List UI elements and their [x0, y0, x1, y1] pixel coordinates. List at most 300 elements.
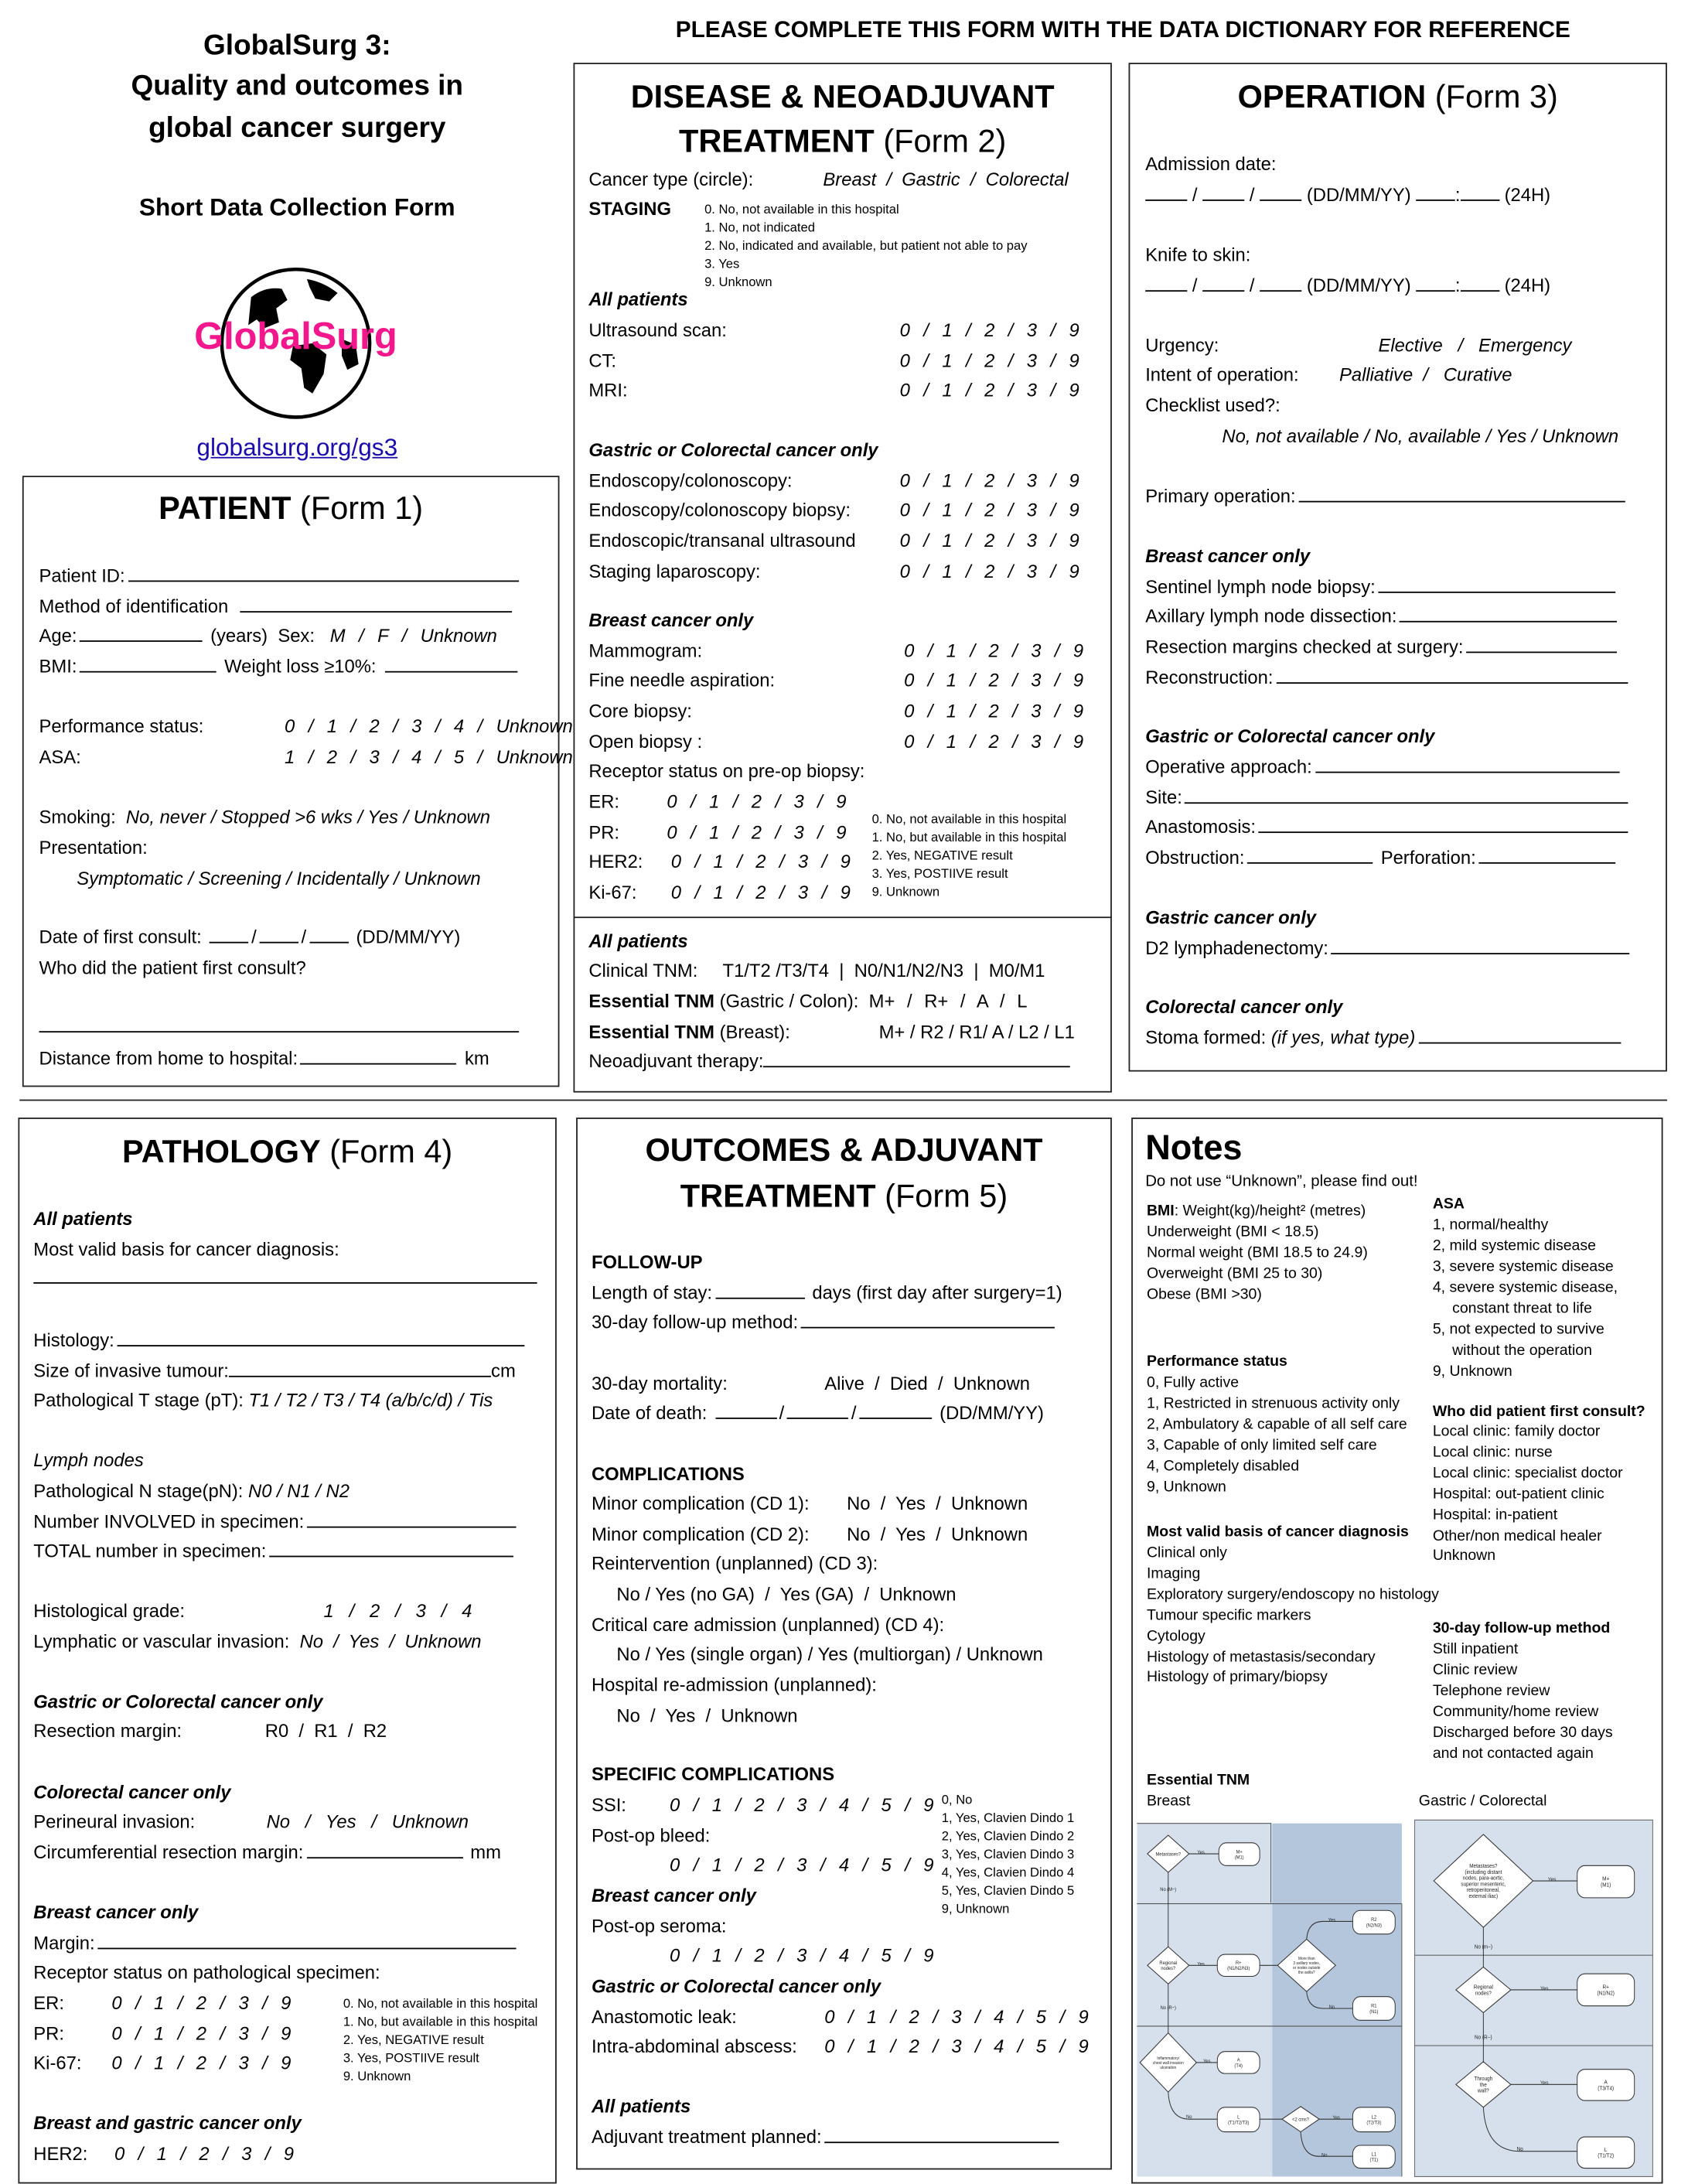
asa-item: 1, normal/healthy: [1432, 1217, 1549, 1234]
crm-field[interactable]: [306, 1841, 462, 1858]
ssi-options[interactable]: 0 / 1 / 2 / 3 / 4 / 5 / 9: [669, 1794, 934, 1816]
flow-outcome-label: (T1): [1369, 2157, 1379, 2163]
er-label: ER:: [588, 790, 620, 813]
flow-outcome-label: L: [1237, 2114, 1240, 2121]
adjuvant-row: Adjuvant treatment planned:: [592, 2125, 1062, 2150]
gc-flow-label: Gastric / Colorectal: [1418, 1793, 1547, 1810]
receptor-legend-0: 0. No, not available in this hospital: [871, 812, 1067, 827]
flow-outcome-label: R1: [1371, 2003, 1377, 2009]
basis-item: Tumour specific markers: [1146, 1606, 1311, 1624]
admission-minute-field[interactable]: [1460, 183, 1499, 200]
distance-field[interactable]: [301, 1046, 457, 1064]
age-sex-row: Age: (years) Sex: M / F / Unknown: [39, 625, 497, 647]
essential-tnm-gc-row: Essential TNM (Gastric / Colon): M+ / R+ / A / L: [588, 990, 1028, 1012]
death-day-field[interactable]: [715, 1401, 776, 1418]
checklist-label: Checklist used?:: [1145, 394, 1280, 416]
bg-heading-path: Breast and gastric cancer only: [33, 2112, 302, 2134]
urgency-options[interactable]: Elective / Emergency: [1378, 334, 1572, 357]
stoma-field[interactable]: [1418, 1025, 1621, 1043]
pr-options-path[interactable]: 0 / 1 / 2 / 3 / 9: [111, 2022, 292, 2045]
her2-options-path[interactable]: 0 / 1 / 2 / 3 / 9: [114, 2143, 295, 2165]
perineural-label: Perineural invasion:: [33, 1810, 196, 1832]
receptor-legend-path-4: 9. Unknown: [343, 2069, 411, 2083]
total-field[interactable]: [269, 1539, 513, 1557]
clinical-tnm-label: Clinical TNM:: [588, 960, 698, 981]
ssi-label: SSI:: [591, 1794, 626, 1816]
involved-field[interactable]: [307, 1510, 517, 1527]
smoking-options[interactable]: No, never / Stopped >6 wks / Yes / Unknown: [125, 806, 490, 828]
cd1-options[interactable]: No / Yes / Unknown: [847, 1493, 1028, 1514]
cd4-label: Critical care admission (unplanned) (CD 4):: [591, 1614, 945, 1636]
endoscopic-ultrasound-options[interactable]: 0 / 1 / 2 / 3 / 9: [899, 530, 1079, 551]
all-patients-heading-out: All patients: [591, 2095, 691, 2117]
pn-options[interactable]: N0 / N1 / N2: [248, 1480, 350, 1502]
clinical-tnm-options[interactable]: T1/T2 /T3/T4 | N0/N1/N2/N3 | M0/M1: [722, 960, 1045, 981]
followup-method-heading: 30-day follow-up method: [1432, 1619, 1611, 1637]
asa-item: 9, Unknown: [1432, 1363, 1512, 1380]
alnd-row: Axillary lymph node dissection:: [1145, 604, 1620, 629]
perf-item: 2, Ambulatory & capable of all self care: [1146, 1415, 1407, 1433]
death-year-field[interactable]: [859, 1401, 932, 1418]
bmi-item: Normal weight (BMI 18.5 to 24.9): [1146, 1244, 1368, 1261]
performance-heading: Performance status: [1146, 1353, 1287, 1370]
outcomes-form-title-1: OUTCOMES & ADJUVANT: [645, 1131, 1043, 1169]
margins-checked-field[interactable]: [1466, 635, 1617, 653]
pt-row: Pathological T stage (pT): T1 / T2 / T3 / T4 (a/b/c/d) / Tis: [33, 1389, 493, 1411]
flow-outcome-label: (N2/N3): [1366, 1923, 1382, 1929]
flow-branch-label: Yes: [1540, 1986, 1549, 1992]
perf-item: 1, Restricted in strenuous activity only: [1146, 1394, 1400, 1412]
primary-op-field[interactable]: [1298, 484, 1625, 502]
knife-minute-field[interactable]: [1460, 274, 1499, 292]
consult-item: Local clinic: specialist doctor: [1432, 1464, 1623, 1482]
staging-legend-0: 0. No, not available in this hospital: [704, 202, 899, 217]
receptor-legend-1: 1. No, but available in this hospital: [871, 830, 1067, 845]
cd4-options[interactable]: No / Yes (single organ) / Yes (multiorgan) / Unknown: [616, 1643, 1043, 1665]
instruction-banner: PLEASE COMPLETE THIS FORM WITH THE DATA DICTIONARY FOR REFERENCE: [675, 17, 1570, 43]
anastomosis-row: Anastomosis:: [1145, 815, 1631, 840]
checklist-options[interactable]: No, not available / No, available / Yes / Unknown: [1222, 425, 1619, 447]
basis-item: Histology of primary/biopsy: [1146, 1669, 1328, 1687]
histology-field[interactable]: [117, 1329, 524, 1346]
receptor-legend-path-2: 2. Yes, NEGATIVE result: [343, 2032, 484, 2047]
bmi-item: Obese (BMI >30): [1146, 1286, 1262, 1304]
obstruction-field[interactable]: [1247, 845, 1373, 863]
flow-outcome-label: M+: [1602, 1876, 1610, 1882]
basis-item: Exploratory surgery/endoscopy no histology: [1146, 1585, 1439, 1603]
distance-row: Distance from home to hospital: km: [39, 1047, 489, 1069]
flow-decision-label: the: [1479, 2082, 1487, 2088]
asa-item: 3, severe systemic disease: [1432, 1258, 1614, 1275]
admission-date-row: / / (DD/MM/YY) : (24H): [1145, 183, 1550, 207]
approach-row: Operative approach:: [1145, 755, 1622, 780]
crm-row: Circumferential resection margin: mm: [33, 1841, 501, 1863]
knife-hour-field[interactable]: [1416, 274, 1455, 292]
reconstruction-field[interactable]: [1276, 666, 1628, 684]
primary-op-row: Primary operation:: [1145, 484, 1628, 509]
followup-item: Telephone review: [1432, 1682, 1550, 1700]
identification-field[interactable]: [240, 595, 512, 613]
endoscopy-label: Endoscopy/colonoscopy:: [588, 469, 793, 492]
consult-item: Hospital: out-patient clinic: [1432, 1485, 1604, 1503]
flow-decision-label: Regional: [1159, 1960, 1178, 1967]
pt-options[interactable]: T1 / T2 / T3 / T4 (a/b/c/d) / Tis: [248, 1389, 493, 1411]
er-options-path[interactable]: 0 / 1 / 2 / 3 / 9: [111, 1992, 292, 2014]
cd2-options[interactable]: No / Yes / Unknown: [847, 1524, 1028, 1545]
consult-item: Other/non medical healer: [1432, 1527, 1602, 1544]
pr-label: PR:: [588, 821, 620, 843]
margins-checked-row: Resection margins checked at surgery:: [1145, 635, 1619, 660]
who-consult-field[interactable]: [39, 1015, 520, 1032]
reconstruction-row: Reconstruction:: [1145, 666, 1630, 691]
admission-day-field[interactable]: [1145, 183, 1187, 200]
endoscopy-biopsy-options[interactable]: 0 / 1 / 2 / 3 / 9: [899, 499, 1079, 520]
basis-item: Cytology: [1146, 1627, 1205, 1645]
flow-branch-label: No (M−): [1160, 1886, 1177, 1893]
mortality-label: 30-day mortality:: [591, 1373, 728, 1394]
presentation-options[interactable]: Symptomatic / Screening / Incidentally / Unknown: [77, 868, 481, 889]
knife-label: Knife to skin:: [1145, 244, 1251, 265]
all-patients-heading-2: All patients: [588, 930, 688, 952]
flow-outcome-label: (T1/T2): [1598, 2153, 1615, 2159]
cd-legend-3: 3, Yes, Clavien Dindo 3: [941, 1847, 1075, 1862]
essential-tnm-breast-options[interactable]: M+ / R2 / R1/ A / L2 / L1: [878, 1021, 1075, 1043]
open-biopsy-label: Open biopsy :: [588, 731, 703, 752]
cd3-label: Reintervention (unplanned) (CD 3):: [591, 1552, 878, 1575]
ct-options[interactable]: 0 / 1 / 2 / 3 / 9: [899, 350, 1079, 371]
gc-heading-path: Gastric or Colorectal cancer only: [33, 1691, 323, 1712]
essential-tnm-gc-options[interactable]: M+ / R+ / A / L: [868, 990, 1028, 1012]
flow-decision-label: Regional: [1473, 1984, 1493, 1991]
flow-branch-label: Yes: [1332, 2114, 1340, 2121]
admission-hour-field[interactable]: [1416, 183, 1455, 200]
stoma-row: Stoma formed: (if yes, what type): [1145, 1025, 1623, 1050]
perf-item: 3, Capable of only limited self care: [1146, 1436, 1377, 1454]
flow-outcome-label: L2: [1371, 2114, 1377, 2121]
flow-decision-label: or nodes outside: [1293, 1965, 1321, 1971]
involved-row: Number INVOLVED in specimen:: [33, 1510, 519, 1534]
receptor-label-path: Receptor status on pathological specimen:: [33, 1961, 380, 1983]
cd2-label: Minor complication (CD 2):: [591, 1524, 810, 1545]
lvi-row: Lymphatic or vascular invasion: No / Yes / Unknown: [33, 1631, 482, 1653]
performance-options[interactable]: 0 / 1 / 2 / 3 / 4 / Unknown: [285, 715, 573, 737]
weight-loss-field[interactable]: [384, 654, 517, 672]
flow-branch-label: Yes: [1197, 1849, 1205, 1856]
flow-outcome-label: (T4): [1234, 2063, 1243, 2069]
flow-branch-label: Yes: [1197, 1961, 1205, 1967]
flow-branch-label: Yes: [1203, 2058, 1211, 2065]
ki67-options-path[interactable]: 0 / 1 / 2 / 3 / 9: [111, 2052, 292, 2073]
basis-item: Histology of metastasis/secondary: [1146, 1648, 1376, 1666]
mri-label: MRI:: [588, 379, 628, 401]
consult-item: Hospital: in-patient: [1432, 1506, 1558, 1524]
pr-options[interactable]: 0 / 1 / 2 / 3 / 9: [667, 821, 847, 843]
followup-method-field[interactable]: [801, 1310, 1055, 1328]
ki67-label: Ki-67:: [588, 882, 637, 903]
site-field[interactable]: [1185, 786, 1628, 804]
bleed-options[interactable]: 0 / 1 / 2 / 3 / 4 / 5 / 9: [669, 1854, 934, 1875]
sex-options[interactable]: M / F / Unknown: [329, 625, 497, 647]
basis-heading: Most valid basis of cancer diagnosis: [1146, 1524, 1409, 1541]
followup-item: Community/home review: [1432, 1703, 1599, 1720]
knife-day-field[interactable]: [1145, 274, 1187, 292]
leak-options[interactable]: 0 / 1 / 2 / 3 / 4 / 5 / 9: [824, 2006, 1089, 2028]
her2-options[interactable]: 0 / 1 / 2 / 3 / 9: [670, 851, 851, 872]
flow-decision-label: Metastases?: [1469, 1863, 1498, 1870]
first-consult-row: Date of first consult: / / (DD/MM/YY): [39, 926, 461, 948]
subtitle: Short Data Collection Form: [138, 193, 455, 221]
size-field[interactable]: [229, 1359, 491, 1377]
complications-heading: COMPLICATIONS: [591, 1463, 745, 1485]
flow-decision-label: wall?: [1478, 2088, 1489, 2094]
followup-item: Discharged before 30 days: [1432, 1724, 1613, 1741]
flow-decision-label: Inflammatory/: [1157, 2056, 1180, 2061]
open-biopsy-options[interactable]: 0 / 1 / 2 / 3 / 9: [904, 731, 1084, 752]
death-date-row: Date of death: / / (DD/MM/YY): [591, 1402, 1044, 1424]
admission-month-field[interactable]: [1202, 183, 1244, 200]
flow-decision-label: chest wall invasion: [1152, 2060, 1184, 2066]
cd-legend-4: 4, Yes, Clavien Dindo 4: [941, 1865, 1075, 1880]
neoadjuvant-row: Neoadjuvant therapy:: [588, 1049, 1070, 1074]
los-row: Length of stay: days (first day after surgery=1): [591, 1281, 1062, 1304]
flow-outcome-label: R+: [1235, 1960, 1242, 1967]
grade-options[interactable]: 1 / 2 / 3 / 4: [323, 1600, 472, 1622]
knife-year-field[interactable]: [1260, 274, 1301, 292]
ultrasound-options[interactable]: 0 / 1 / 2 / 3 / 9: [899, 319, 1079, 341]
readmit-label: Hospital re-admission (unplanned):: [591, 1674, 877, 1696]
flow-branch-label: No: [1186, 2114, 1192, 2121]
pathology-form-title: PATHOLOGY (Form 4): [122, 1132, 453, 1169]
basis-field[interactable]: [33, 1265, 537, 1283]
ct-label: CT:: [588, 350, 617, 371]
colorectal-heading-op: Colorectal cancer only: [1145, 996, 1343, 1018]
seroma-options[interactable]: 0 / 1 / 2 / 3 / 4 / 5 / 9: [669, 1944, 934, 1967]
presentation-label: Presentation:: [39, 837, 148, 858]
breast-flow-label: Breast: [1146, 1793, 1191, 1810]
perf-item: 4, Completely disabled: [1146, 1457, 1300, 1475]
consult-item: Unknown: [1432, 1548, 1496, 1565]
adjuvant-field[interactable]: [824, 2125, 1059, 2143]
gc-heading-op: Gastric or Colorectal cancer only: [1145, 725, 1435, 747]
essential-tnm-breast-row: Essential TNM (Breast):: [588, 1021, 790, 1043]
gc-heading-out: Gastric or Colorectal cancer only: [591, 1975, 882, 1997]
perforation-field[interactable]: [1478, 845, 1615, 863]
slnb-field[interactable]: [1378, 575, 1615, 592]
readmit-options[interactable]: No / Yes / Unknown: [616, 1705, 798, 1726]
cd-legend-2: 2, Yes, Clavien Dindo 2: [941, 1829, 1075, 1844]
los-field[interactable]: [715, 1281, 804, 1298]
site-row: Site:: [1145, 786, 1632, 810]
flow-outcome-label: (T2/T3): [1366, 2120, 1382, 2126]
fna-label: Fine needle aspiration:: [588, 669, 776, 691]
flow-outcome-label: R+: [1602, 1984, 1609, 1991]
perineural-options[interactable]: No / Yes / Unknown: [266, 1810, 469, 1832]
flow-outcome-label: (N1/N2/N3): [1227, 1965, 1250, 1972]
ki67-label-path: Ki-67:: [33, 2052, 82, 2073]
followup-item: Clinic review: [1432, 1661, 1518, 1679]
receptor-legend-path-1: 1. No, but available in this hospital: [343, 2015, 538, 2029]
abscess-options[interactable]: 0 / 1 / 2 / 3 / 4 / 5 / 9: [824, 2036, 1089, 2057]
anastomosis-field[interactable]: [1259, 815, 1628, 833]
endoscopy-biopsy-label: Endoscopy/colonoscopy biopsy:: [588, 499, 851, 520]
perf-item: 9, Unknown: [1146, 1478, 1226, 1496]
flow-branch-label: No: [1321, 2152, 1328, 2158]
her2-label: HER2:: [588, 851, 643, 872]
obstruction-row: Obstruction: Perforation:: [1145, 845, 1618, 870]
perf-item: 0, Fully active: [1146, 1374, 1240, 1391]
title-line-1: GlobalSurg 3:: [203, 29, 391, 62]
consult-year-field[interactable]: [309, 925, 349, 943]
flow-decision-label: More than: [1298, 1956, 1315, 1962]
bmi-formula: BMI: Weight(kg)/height² (metres): [1146, 1203, 1366, 1220]
staging-laparoscopy-options[interactable]: 0 / 1 / 2 / 3 / 9: [899, 561, 1079, 582]
flow-branch-label: Yes: [1328, 1917, 1336, 1923]
specific-heading: SPECIFIC COMPLICATIONS: [591, 1763, 835, 1785]
colorectal-heading-path: Colorectal cancer only: [33, 1781, 231, 1803]
asa-item: without the operation: [1452, 1342, 1592, 1360]
website-link[interactable]: globalsurg.org/gs3: [196, 433, 398, 462]
endoscopic-ultrasound-label: Endoscopic/transanal ultrasound: [588, 530, 856, 551]
d2-row: D2 lymphadenectomy:: [1145, 937, 1632, 961]
flow-branch-label: No: [1328, 2004, 1335, 2011]
basis-label: Most valid basis for cancer diagnosis:: [33, 1239, 339, 1261]
flow-outcome-label: (M1): [1601, 1882, 1611, 1889]
who-consult-row: [39, 1015, 520, 1039]
breast-heading-out: Breast cancer only: [591, 1885, 756, 1906]
receptor-legend-path-3: 3. Yes, POSTIIVE result: [343, 2051, 479, 2066]
flow-branch-label: Yes: [1547, 1877, 1557, 1883]
receptor-legend-path-0: 0. No, not available in this hospital: [343, 1996, 538, 2011]
consult-heading: Who did patient first consult?: [1432, 1403, 1645, 1421]
disease-form-title-1: DISEASE & NEOADJUVANT: [630, 78, 1055, 114]
identification-row: Method of identification: [39, 595, 515, 619]
admission-year-field[interactable]: [1260, 183, 1301, 200]
flow-branch-label: Yes: [1540, 2080, 1549, 2087]
approach-field[interactable]: [1315, 755, 1618, 773]
breast-tnm-flowchart: [1137, 1817, 1404, 2176]
breast-heading-op: Breast cancer only: [1145, 545, 1311, 567]
divider: [573, 916, 1111, 918]
urgency-label: Urgency:: [1145, 334, 1219, 357]
staging-legend-3: 3. Yes: [704, 256, 740, 271]
her2-label-path: HER2:: [33, 2143, 88, 2165]
flow-outcome-label: R2: [1371, 1916, 1377, 1923]
cancer-type-options[interactable]: Breast / Gastric / Colorectal: [823, 169, 1069, 190]
asa-options[interactable]: 1 / 2 / 3 / 4 / 5 / Unknown: [285, 746, 573, 768]
flow-outcome-label: L: [1604, 2147, 1608, 2153]
flow-decision-label: superior mesenteric,: [1461, 1882, 1506, 1888]
mammogram-options[interactable]: 0 / 1 / 2 / 3 / 9: [904, 640, 1084, 662]
receptor-legend-3: 3. Yes, POSTIIVE result: [871, 866, 1008, 881]
asa-item: 4, severe systemic disease,: [1432, 1279, 1618, 1297]
receptor-label: Receptor status on pre-op biopsy:: [588, 760, 865, 782]
knife-month-field[interactable]: [1202, 274, 1244, 292]
lymph-heading: Lymph nodes: [33, 1449, 144, 1471]
alnd-field[interactable]: [1400, 604, 1617, 622]
intent-options[interactable]: Palliative / Curative: [1338, 363, 1512, 385]
flow-branch-label: No (R−): [1160, 2005, 1176, 2012]
disease-form-title-2: TREATMENT (Form 2): [678, 122, 1007, 159]
flow-outcome-label: (M1): [1234, 1855, 1244, 1861]
asa-heading: ASA: [1432, 1196, 1465, 1213]
notes-title: Notes: [1145, 1128, 1243, 1169]
grade-label: Histological grade:: [33, 1600, 186, 1622]
lvi-options[interactable]: No / Yes / Unknown: [299, 1631, 482, 1653]
basis-item: Clinical only: [1146, 1544, 1227, 1561]
ki67-options[interactable]: 0 / 1 / 2 / 3 / 9: [670, 882, 851, 903]
knife-date-row: / / (DD/MM/YY) : (24H): [1145, 274, 1550, 299]
ultrasound-label: Ultrasound scan:: [588, 319, 727, 341]
flow-outcome-label: L1: [1371, 2152, 1377, 2158]
flow-decision-label: external iliac): [1468, 1893, 1499, 1900]
mri-options[interactable]: 0 / 1 / 2 / 3 / 9: [899, 379, 1079, 401]
core-biopsy-label: Core biopsy:: [588, 700, 692, 722]
consult-item: Local clinic: family doctor: [1432, 1423, 1601, 1440]
admission-label: Admission date:: [1145, 153, 1277, 175]
receptor-legend-4: 9. Unknown: [871, 884, 940, 899]
bmi-row: BMI: Weight loss ≥10%:: [39, 654, 520, 679]
patient-id-field[interactable]: [128, 564, 518, 582]
bmi-field[interactable]: [80, 654, 217, 672]
cd-legend-5: 5, Yes, Clavien Dindo 5: [941, 1883, 1075, 1898]
neoadjuvant-field[interactable]: [764, 1049, 1071, 1067]
flow-outcome-label: (N1): [1369, 2008, 1379, 2015]
staging-legend-2: 2. No, indicated and available, but patient not able to pay: [704, 238, 1028, 253]
globe-logo: [194, 262, 397, 424]
seroma-label: Post-op seroma:: [591, 1916, 727, 1937]
fna-options[interactable]: 0 / 1 / 2 / 3 / 9: [904, 669, 1084, 691]
margin-field[interactable]: [97, 1931, 516, 1949]
gastric-heading-op: Gastric cancer only: [1145, 906, 1317, 928]
cd3-options[interactable]: No / Yes (no GA) / Yes (GA) / Unknown: [616, 1583, 957, 1605]
flow-decision-label: nodes?: [1475, 1991, 1492, 1997]
pn-row: Pathological N stage(pN): N0 / N1 / N2: [33, 1480, 350, 1502]
consult-month-field[interactable]: [259, 925, 298, 943]
performance-label: Performance status:: [39, 715, 204, 737]
mortality-options[interactable]: Alive / Died / Unknown: [824, 1373, 1031, 1394]
consult-item: Local clinic: nurse: [1432, 1444, 1553, 1461]
death-month-field[interactable]: [787, 1401, 848, 1418]
flow-outcome-label: (T1/T2/T3): [1228, 2120, 1250, 2126]
flow-decision-label: Metastases?: [1155, 1851, 1182, 1858]
core-biopsy-options[interactable]: 0 / 1 / 2 / 3 / 9: [904, 700, 1084, 722]
flow-decision-label: nodes?: [1161, 1965, 1176, 1972]
flow-outcome-label: M+: [1236, 1848, 1243, 1855]
intent-label: Intent of operation:: [1145, 363, 1299, 385]
bmi-item: Overweight (BMI 25 to 30): [1146, 1265, 1323, 1282]
resection-options[interactable]: R0 / R1 / R2: [264, 1720, 387, 1742]
flow-decision-label: nodes, para-aortic,: [1462, 1875, 1505, 1882]
pr-label-path: PR:: [33, 2022, 64, 2045]
staging-laparoscopy-label: Staging laparoscopy:: [588, 561, 761, 582]
patient-id-row: Patient ID:: [39, 564, 521, 589]
flow-decision-label: Through: [1474, 2076, 1493, 2083]
endoscopy-options[interactable]: 0 / 1 / 2 / 3 / 9: [899, 469, 1079, 492]
asa-item: constant threat to life: [1452, 1300, 1592, 1318]
slnb-row: Sentinel lymph node biopsy:: [1145, 575, 1618, 599]
abscess-label: Intra-abdominal abscess:: [591, 2036, 797, 2057]
age-field[interactable]: [80, 623, 203, 641]
flow-outcome-label: (N1/N2): [1597, 1991, 1615, 1997]
er-options[interactable]: 0 / 1 / 2 / 3 / 9: [667, 790, 847, 813]
flow-branch-label: No (m−): [1474, 1944, 1493, 1950]
cd-legend-6: 9, Unknown: [941, 1902, 1010, 1916]
consult-day-field[interactable]: [210, 925, 249, 943]
followup-item: and not contacted again: [1432, 1745, 1594, 1762]
d2-field[interactable]: [1332, 937, 1630, 954]
cd1-label: Minor complication (CD 1):: [591, 1493, 810, 1514]
breast-heading: Breast cancer only: [588, 609, 754, 631]
